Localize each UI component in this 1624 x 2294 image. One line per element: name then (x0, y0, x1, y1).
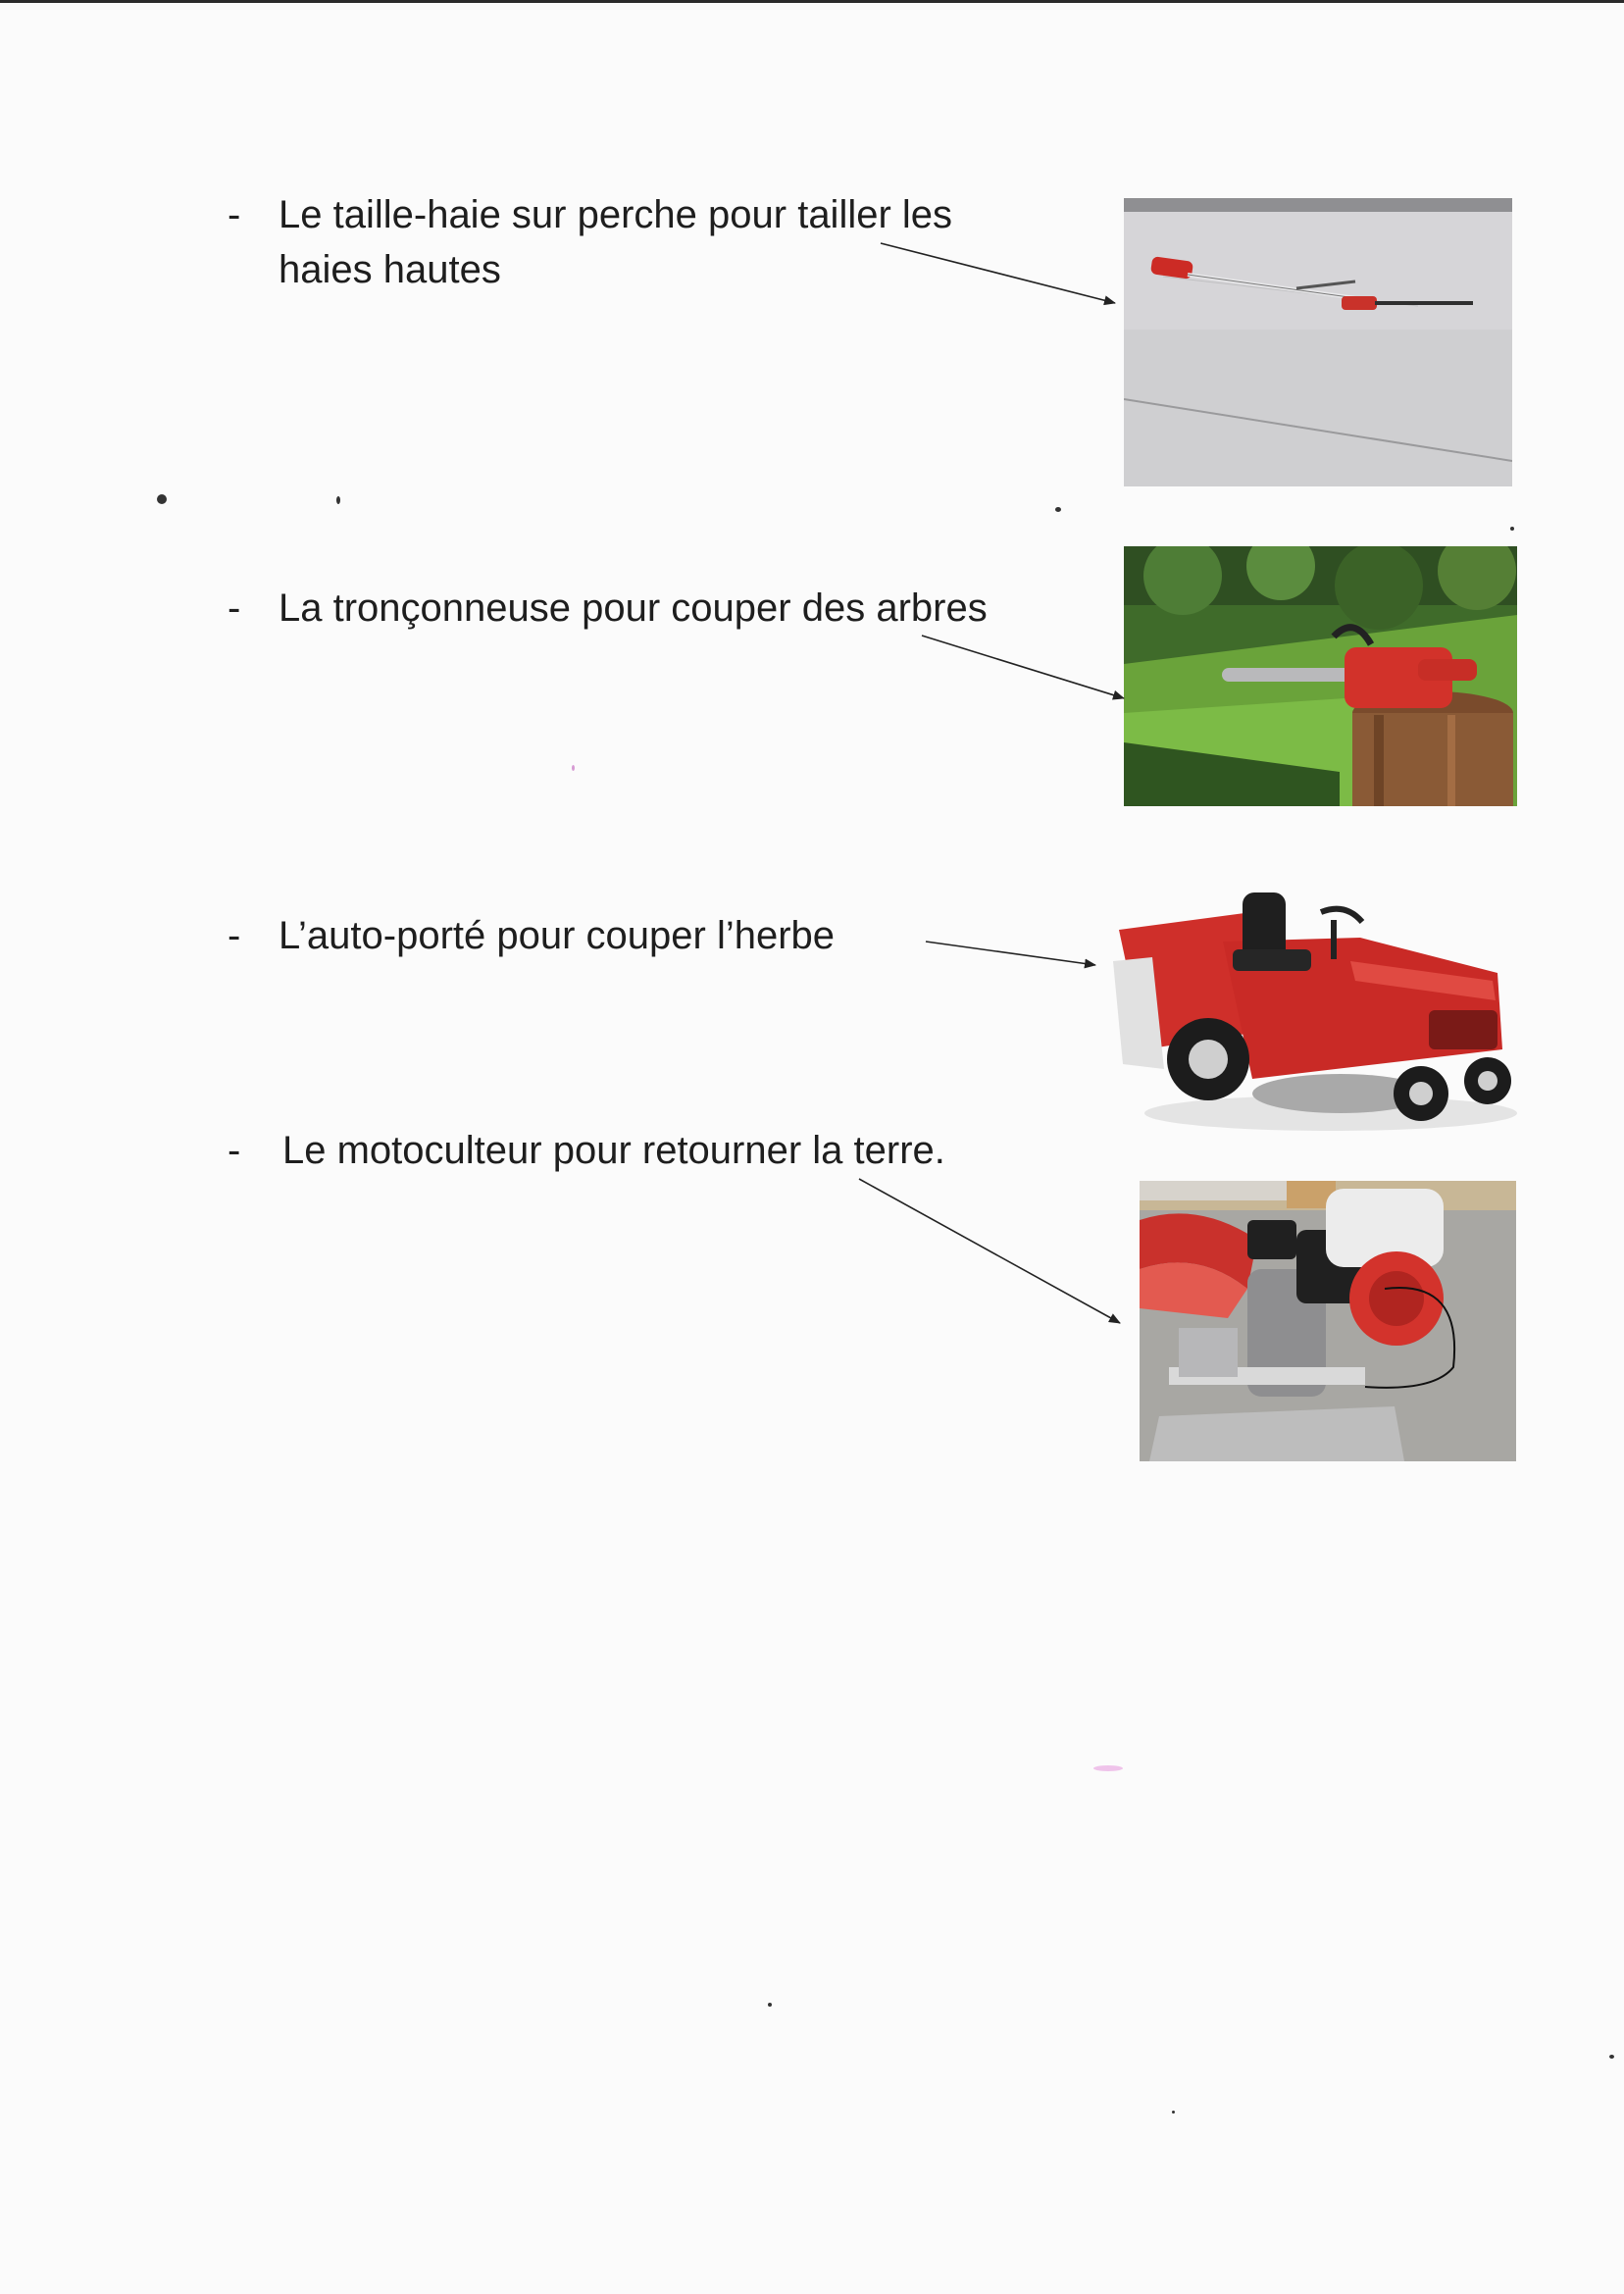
scan-speck (1055, 507, 1061, 512)
item-text-line: Le taille-haie sur perche pour tailler les (279, 193, 953, 236)
arrow-tiller (859, 1179, 1120, 1323)
scan-speck (336, 496, 340, 504)
scan-speck (1093, 1765, 1123, 1771)
arrow-chainsaw (922, 636, 1124, 698)
bullet-dash: - (228, 586, 241, 630)
item-text-line: L’auto-porté pour couper l’herbe (279, 914, 836, 957)
item-text-line: Le motoculteur pour retourner la terre. (282, 1129, 945, 1172)
scan-speck (1609, 2055, 1614, 2059)
item-text-line: haies hautes (279, 248, 501, 291)
arrow-ride-on-mower (926, 942, 1095, 965)
scan-speck (572, 765, 575, 771)
arrow-hedge-trimmer (881, 243, 1115, 303)
item-text-line: La tronçonneuse pour couper des arbres (279, 586, 988, 630)
scan-speck (157, 494, 167, 504)
scan-speck (1172, 2111, 1175, 2114)
scan-speck (768, 2003, 772, 2007)
bullet-dash: - (228, 193, 241, 236)
bullet-dash: - (228, 914, 241, 957)
bullet-dash: - (228, 1129, 241, 1172)
scan-speck (1510, 527, 1514, 531)
